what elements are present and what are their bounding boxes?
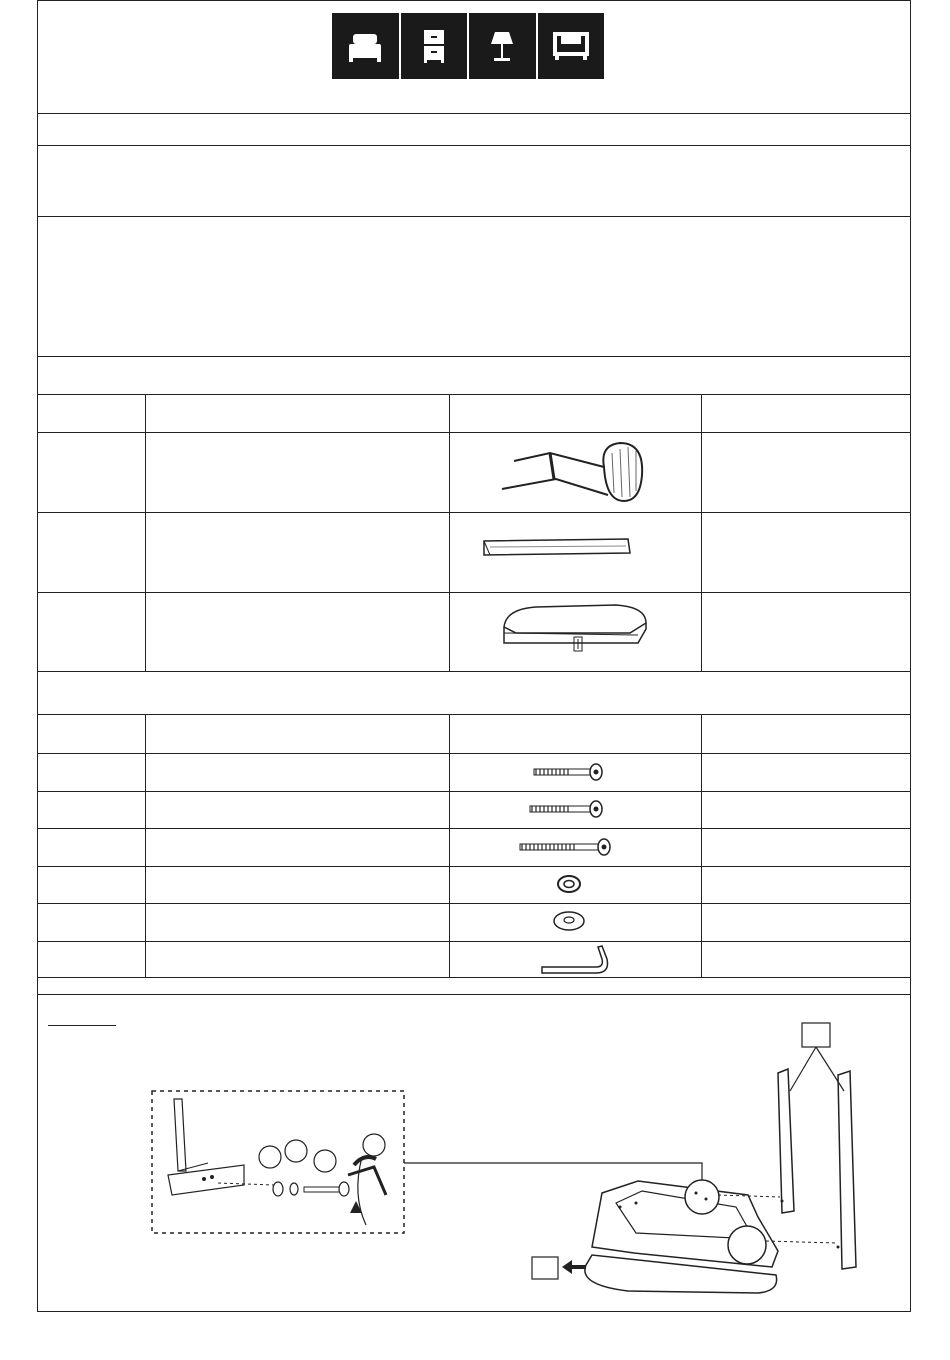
divider — [38, 977, 910, 978]
instruction-sheet — [37, 0, 911, 1312]
lock-washer-icon — [554, 872, 584, 896]
divider — [38, 941, 910, 942]
divider — [38, 828, 910, 829]
category-icon-bar — [332, 13, 604, 79]
rail-icon — [478, 533, 638, 563]
allen-key-icon — [538, 943, 614, 975]
divider — [38, 394, 910, 395]
column-divider — [701, 394, 702, 671]
nightstand-icon — [401, 13, 470, 79]
flat-washer-icon — [550, 909, 588, 933]
column-divider — [145, 394, 146, 671]
divider — [38, 512, 910, 513]
divider — [38, 791, 910, 792]
divider — [38, 356, 910, 357]
long-bolt-icon — [516, 836, 616, 858]
divider — [38, 714, 910, 715]
lamp-icon — [469, 13, 538, 79]
column-divider — [449, 714, 450, 977]
divider — [38, 671, 910, 672]
column-divider — [449, 394, 450, 671]
assembly-diagram — [38, 995, 910, 1311]
divider — [38, 113, 910, 114]
bed-icon — [332, 13, 401, 79]
chair-frame-icon — [496, 439, 656, 507]
divider — [38, 866, 910, 867]
divider — [38, 592, 910, 593]
divider — [38, 432, 910, 433]
column-divider — [145, 714, 146, 977]
short-bolt-icon — [530, 761, 610, 783]
seat-cushion-icon — [496, 599, 658, 659]
divider — [38, 903, 910, 904]
medium-bolt-icon — [526, 798, 610, 820]
divider — [38, 145, 910, 146]
divider — [38, 216, 910, 217]
divider — [38, 753, 910, 754]
column-divider — [701, 714, 702, 977]
sofa-icon — [538, 13, 605, 79]
